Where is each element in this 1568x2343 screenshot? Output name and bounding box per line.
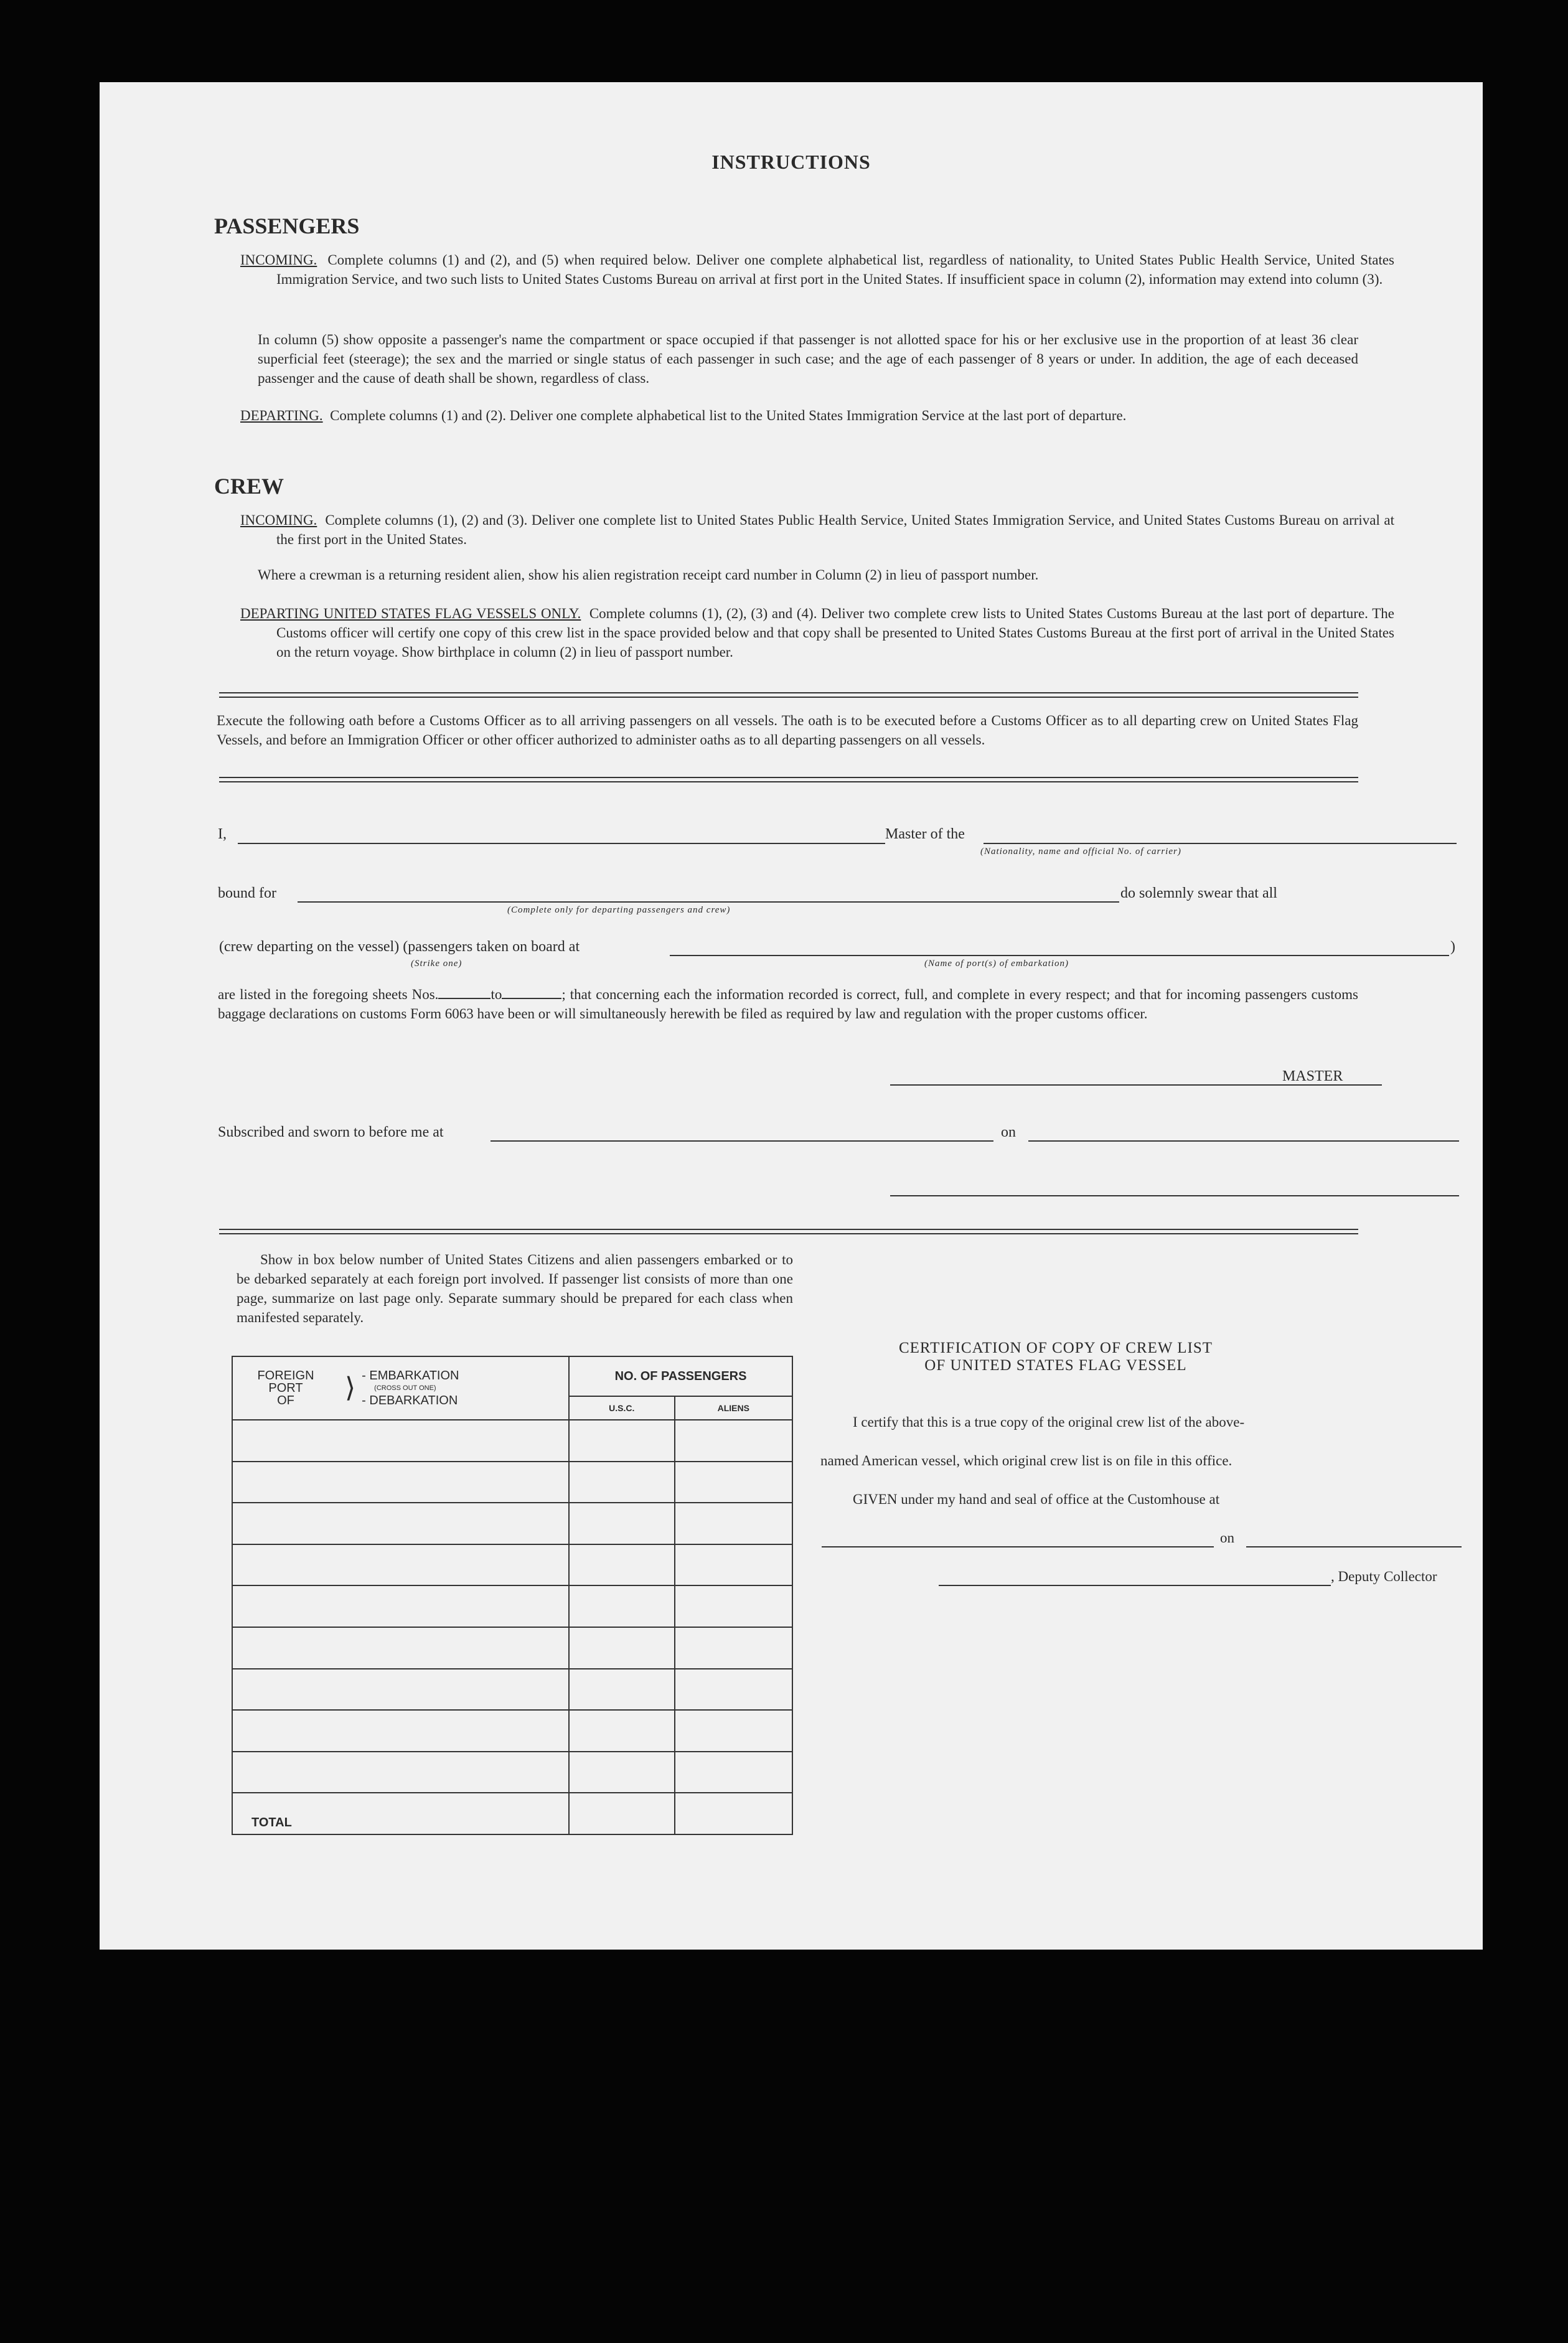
page-title: INSTRUCTIONS xyxy=(711,151,871,173)
port-cell[interactable] xyxy=(232,1544,569,1586)
port-cell[interactable] xyxy=(232,1585,569,1627)
port-cell[interactable] xyxy=(232,1710,569,1752)
crew-incoming-paragraph xyxy=(240,510,1394,549)
sworn-date-field[interactable] xyxy=(1028,1140,1459,1142)
deputy-signature-field[interactable] xyxy=(939,1585,1331,1586)
total-label: TOTAL xyxy=(232,1793,569,1834)
passengers-departing-paragraph xyxy=(240,406,1394,425)
certify-line-1: I certify that this is a true copy of the original crew list of the above- xyxy=(853,1414,1245,1430)
certification-title-1: CERTIFICATION OF COPY OF CREW LIST xyxy=(898,1340,1213,1356)
total-aliens-cell[interactable] xyxy=(675,1793,792,1834)
port-label: PORT xyxy=(268,1381,303,1396)
sheet-from-field[interactable] xyxy=(438,998,491,999)
of-label: OF xyxy=(277,1394,294,1408)
cross-out-one-label: (CROSS OUT ONE) xyxy=(374,1384,436,1392)
usc-cell[interactable] xyxy=(569,1420,674,1462)
passenger-summary-table xyxy=(232,1356,793,1835)
debarkation-label[interactable]: - DEBARKATION xyxy=(362,1394,458,1408)
officer-signature-field[interactable] xyxy=(890,1195,1459,1196)
sheet-to-field[interactable] xyxy=(502,998,561,999)
complete-caption: (Complete only for departing passengers and crew) xyxy=(507,905,731,915)
aliens-cell[interactable] xyxy=(675,1752,792,1793)
usc-header: U.S.C. xyxy=(569,1396,674,1420)
oath-i-label: I, xyxy=(218,826,227,842)
usc-cell[interactable] xyxy=(569,1544,674,1586)
aliens-cell[interactable] xyxy=(675,1462,792,1503)
certify-line-2: named American vessel, which original crew list is on file in this office. xyxy=(820,1453,1232,1468)
foreign-port-of xyxy=(233,1369,339,1407)
aliens-cell[interactable] xyxy=(675,1420,792,1462)
usc-cell[interactable] xyxy=(569,1752,674,1793)
passengers-heading: PASSENGERS xyxy=(214,214,360,238)
sworn-place-field[interactable] xyxy=(491,1140,993,1142)
summary-instructions: Show in box below number of United States Citizens and alien passengers embarked or to be debarked separately at each foreign port involved. If passenger list consists of more than one page, summarize on last page only. Separate summary should be prepared for each class when manifested separately. xyxy=(237,1252,793,1325)
port-cell[interactable] xyxy=(232,1420,569,1462)
crew-incoming-text: Complete columns (1), (2) and (3). Deliver one complete list to United States Public Health Service, United States Immigration Service, and United States Customs Bureau on arrival at the first port in the United States. xyxy=(276,512,1395,547)
ports-caption: (Name of port(s) of embarkation) xyxy=(924,959,1069,969)
usc-cell[interactable] xyxy=(569,1669,674,1711)
usc-cell[interactable] xyxy=(569,1627,674,1669)
oath-divider xyxy=(219,777,1358,782)
port-header-cell xyxy=(232,1356,569,1420)
passengers-incoming-text: Complete columns (1) and (2), and (5) when required below. Deliver one complete alphabetical list, regardless of nationality, to United States Public Health Service, United States Immigration Service, and two such lists to United States Customs Bureau on arrival at first port in the United States. If insufficient space in column (2), information may extend into column (3). xyxy=(276,252,1395,287)
strike-caption: (Strike one) xyxy=(411,959,462,969)
listed-paragraph xyxy=(218,985,1358,1023)
port-cell[interactable] xyxy=(232,1669,569,1711)
aliens-cell[interactable] xyxy=(675,1710,792,1752)
crew-departing-label: (crew departing on the vessel) (passengers taken on board at xyxy=(219,939,580,955)
listed-to: to xyxy=(491,987,502,1002)
aliens-cell[interactable] xyxy=(675,1669,792,1711)
aliens-cell[interactable] xyxy=(675,1544,792,1586)
bracket-icon: ⟩ xyxy=(345,1373,356,1404)
master-of-label: Master of the xyxy=(885,826,965,842)
aliens-header: ALIENS xyxy=(675,1396,792,1420)
aliens-cell[interactable] xyxy=(675,1585,792,1627)
crew-departing-text: Complete columns (1), (2), (3) and (4). Deliver two complete crew lists to United States Customs Bureau at the last port of departure. The Customs officer will certify one copy of this crew list in the space provided below and that copy shall be presented to United States Customs Bureau at the first port of arrival in the United States on the return voyage. Show birthplace in column (2) in lieu of passport number. xyxy=(276,606,1395,660)
passengers-departing-label: DEPARTING. xyxy=(240,408,323,423)
given-text: GIVEN under my hand and seal of office at the Customhouse at xyxy=(853,1491,1220,1507)
crew-departing-label: DEPARTING UNITED STATES FLAG VESSELS ONLY. xyxy=(240,606,581,621)
passengers-incoming-paragraph xyxy=(240,250,1394,289)
certification-title xyxy=(825,1340,1286,1374)
foreign-label: FOREIGN xyxy=(257,1369,314,1383)
port-cell[interactable] xyxy=(232,1462,569,1503)
crew-incoming-label: INCOMING. xyxy=(240,512,317,528)
listed-text-2: ; that concerning each the information recorded is correct, full, and complete in every respect; and that for incoming passengers customs baggage declarations on customs Form 6063 have been or will simultaneously herewith be filed as required by law and regulation with the proper customs officer. xyxy=(218,987,1358,1021)
aliens-cell[interactable] xyxy=(675,1503,792,1544)
deputy-collector-label: , Deputy Collector xyxy=(1331,1569,1437,1584)
certification-title-2: OF UNITED STATES FLAG VESSEL xyxy=(924,1357,1187,1374)
subscribed-label: Subscribed and sworn to before me at xyxy=(218,1124,444,1140)
listed-text-1: are listed in the foregoing sheets Nos. xyxy=(218,987,439,1002)
embarkation-options xyxy=(362,1369,459,1407)
usc-cell[interactable] xyxy=(569,1585,674,1627)
form-page xyxy=(100,82,1483,1950)
passengers-incoming-label: INCOMING. xyxy=(240,252,317,268)
aliens-cell[interactable] xyxy=(675,1627,792,1669)
swear-text: do solemnly swear that all xyxy=(1120,885,1277,901)
cert-date-field[interactable] xyxy=(1246,1546,1462,1547)
usc-cell[interactable] xyxy=(569,1503,674,1544)
bound-for-field[interactable] xyxy=(298,901,1119,903)
passengers-column5-paragraph: In column (5) show opposite a passenger's name the compartment or space occupied if that passenger is not allotted space for his or her exclusive use in the proportion of at least 36 clear superficial feet (steerage); the sex and the married or single status of each passenger in such case; and the age of each passenger of 8 years or under. In addition, the age of each deceased passenger and the cause of death shall be shown, regardless of class. xyxy=(258,332,1358,386)
sworn-on-label: on xyxy=(1001,1124,1016,1140)
port-cell[interactable] xyxy=(232,1752,569,1793)
master-name-field[interactable] xyxy=(238,843,885,844)
crew-departing-paragraph xyxy=(240,604,1394,662)
section-divider xyxy=(219,692,1358,698)
passengers-departing-text: Complete columns (1) and (2). Deliver one complete alphabetical list to the United States Immigration Service at the last port of departure. xyxy=(330,408,1127,423)
usc-cell[interactable] xyxy=(569,1710,674,1752)
total-usc-cell[interactable] xyxy=(569,1793,674,1834)
port-cell[interactable] xyxy=(232,1627,569,1669)
master-label: MASTER xyxy=(1282,1068,1343,1084)
no-of-passengers-header: NO. OF PASSENGERS xyxy=(569,1356,792,1396)
bound-for-label: bound for xyxy=(218,885,276,901)
crew-crewman-paragraph: Where a crewman is a returning resident alien, show his alien registration receipt card number in Column (2) in lieu of passport number. xyxy=(258,567,1039,583)
crew-heading: CREW xyxy=(214,474,284,499)
customhouse-field[interactable] xyxy=(822,1546,1214,1547)
carrier-field[interactable] xyxy=(984,843,1457,844)
oath-intro: Execute the following oath before a Customs Officer as to all arriving passengers on all vessels. The oath is to be executed before a Customs Officer as to all departing crew on United States Flag Vessels, and before an Immigration Officer or other officer authorized to administer oaths as to all departing passengers on all vessels. xyxy=(217,713,1358,748)
cert-on-label: on xyxy=(1220,1530,1234,1546)
nationality-caption: (Nationality, name and official No. of carrier) xyxy=(980,847,1181,857)
lower-divider xyxy=(219,1229,1358,1234)
embarkation-label[interactable]: - EMBARKATION xyxy=(362,1369,459,1383)
ports-field[interactable] xyxy=(670,955,1449,956)
close-paren: ) xyxy=(1450,939,1455,955)
port-cell[interactable] xyxy=(232,1503,569,1544)
usc-cell[interactable] xyxy=(569,1462,674,1503)
